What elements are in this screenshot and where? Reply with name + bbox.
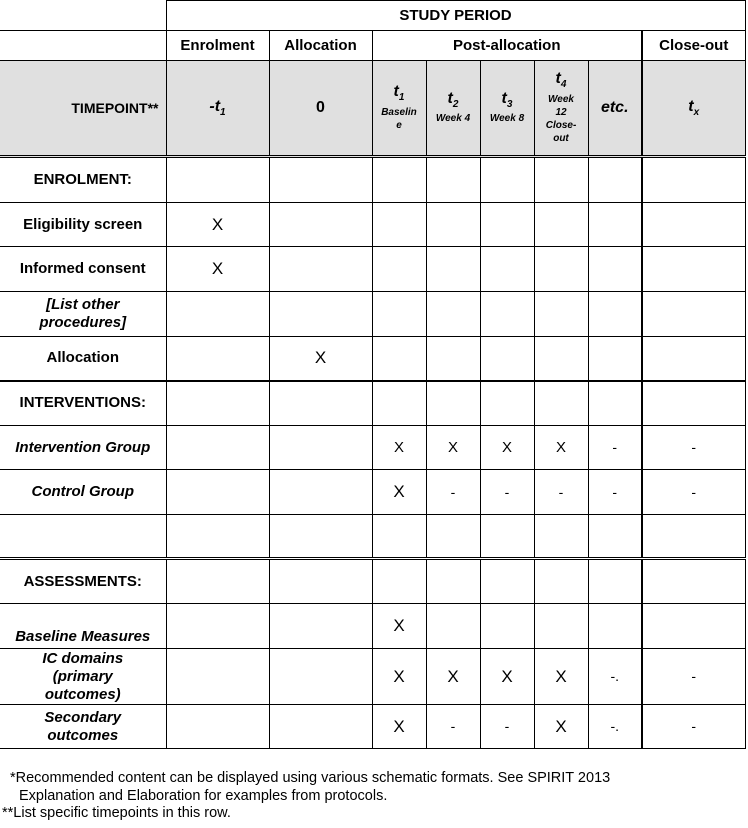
cell <box>372 157 426 203</box>
eligibility-label: Eligibility screen <box>0 203 166 247</box>
interventions-section-label: INTERVENTIONS: <box>0 381 166 426</box>
control-group-label: Control Group <box>0 470 166 515</box>
cell <box>642 604 745 649</box>
cell <box>588 559 642 604</box>
ic-domains-label <box>0 649 166 705</box>
cell <box>642 559 745 604</box>
cell <box>372 292 426 337</box>
mark: - <box>612 483 618 500</box>
cell <box>588 203 642 247</box>
cell <box>372 247 426 292</box>
cell <box>426 604 480 649</box>
cell <box>372 337 426 381</box>
cell <box>480 203 534 247</box>
control-etc-mark <box>588 470 642 515</box>
consent-label: Informed consent <box>0 247 166 292</box>
cell <box>426 515 480 559</box>
other-label-line1: [List other <box>46 296 120 313</box>
cell <box>588 247 642 292</box>
cell <box>480 515 534 559</box>
tp-t4-desc1: Week <box>548 93 574 105</box>
cell <box>534 157 588 203</box>
mark: - <box>450 483 456 500</box>
mark: -. <box>610 668 620 684</box>
secondary-etc-mark <box>588 705 642 749</box>
secondary-t3-mark <box>480 705 534 749</box>
cell <box>588 604 642 649</box>
cell <box>269 247 372 292</box>
cell <box>480 292 534 337</box>
cell <box>166 470 269 515</box>
interventions-section-row <box>0 381 745 426</box>
interventions-blank-row <box>0 515 745 559</box>
ic-t1-mark <box>372 649 426 705</box>
cell <box>166 292 269 337</box>
secondary-tx-mark <box>642 705 745 749</box>
tp-t4-desc3: Close- <box>545 119 577 131</box>
tp-t3 <box>480 61 534 157</box>
mark: X <box>211 214 224 234</box>
control-t2-mark <box>426 470 480 515</box>
mark: X <box>393 439 404 456</box>
mark: X <box>393 666 405 686</box>
timepoint-row <box>0 61 745 157</box>
cell <box>166 157 269 203</box>
cell <box>588 515 642 559</box>
cell <box>534 292 588 337</box>
cell <box>642 381 745 426</box>
study-period-row <box>0 1 745 31</box>
eligibility-enrol-mark <box>166 203 269 247</box>
cell <box>426 203 480 247</box>
ic-t2-mark <box>426 649 480 705</box>
mark: -. <box>610 718 620 734</box>
baseline-measures-row <box>0 604 745 649</box>
tp-tx <box>642 61 745 157</box>
cell <box>534 247 588 292</box>
cell <box>166 515 269 559</box>
control-t1-mark <box>372 470 426 515</box>
secondary-label-line1: Secondary <box>44 708 122 726</box>
secondary-outcomes-row <box>0 705 745 749</box>
cell <box>426 157 480 203</box>
cell <box>166 705 269 749</box>
consent-row <box>0 247 745 292</box>
footnotes <box>2 770 610 823</box>
cell <box>372 559 426 604</box>
cell <box>588 292 642 337</box>
mark: - <box>558 483 564 500</box>
mark: X <box>447 666 459 686</box>
phase-row <box>0 31 745 61</box>
enrolment-section-label: ENROLMENT: <box>0 157 166 203</box>
intervention-etc-mark <box>588 426 642 470</box>
control-group-row <box>0 470 745 515</box>
cell <box>426 247 480 292</box>
timepoint-label: TIMEPOINT** <box>0 61 166 157</box>
cell <box>269 515 372 559</box>
intervention-t3-mark <box>480 426 534 470</box>
cell <box>166 337 269 381</box>
cell <box>534 559 588 604</box>
secondary-outcomes-label <box>0 705 166 749</box>
cell <box>534 381 588 426</box>
mark: - <box>691 668 697 684</box>
tp-enrolment-sub: 1 <box>220 107 226 119</box>
cell <box>480 157 534 203</box>
baseline-t1-mark <box>372 604 426 649</box>
phase-close-out: Close-out <box>642 31 745 61</box>
consent-enrol-mark <box>166 247 269 292</box>
tp-t1-desc1: Baselin <box>381 106 417 118</box>
ic-t4-mark <box>534 649 588 705</box>
cell <box>269 470 372 515</box>
cell <box>372 515 426 559</box>
mark: X <box>555 666 567 686</box>
tp-enrolment-value: -t <box>209 97 221 115</box>
mark: X <box>501 439 512 456</box>
tp-t3-sub: 3 <box>506 99 513 111</box>
intervention-t4-mark <box>534 426 588 470</box>
control-t3-mark <box>480 470 534 515</box>
cell <box>426 337 480 381</box>
enrolment-section-row <box>0 157 745 203</box>
intervention-t1-mark <box>372 426 426 470</box>
mark: - <box>691 439 697 455</box>
tp-t4-value: t <box>555 70 561 88</box>
cell <box>642 292 745 337</box>
cell <box>269 381 372 426</box>
cell <box>588 157 642 203</box>
control-t4-mark <box>534 470 588 515</box>
tp-t4-desc2: 12 <box>555 106 567 118</box>
cell <box>426 559 480 604</box>
cell <box>534 515 588 559</box>
cell <box>269 649 372 705</box>
phase-blank-cell <box>0 31 166 61</box>
intervention-t2-mark <box>426 426 480 470</box>
cell <box>480 337 534 381</box>
ic-label-line1: IC domains <box>42 649 124 667</box>
mark: - <box>691 483 697 500</box>
tp-etc-value: etc. <box>600 99 629 116</box>
tp-t2 <box>426 61 480 157</box>
intervention-group-row <box>0 426 745 470</box>
cell <box>166 559 269 604</box>
cell <box>480 559 534 604</box>
cell <box>480 247 534 292</box>
mark: X <box>211 259 224 278</box>
secondary-t2-mark <box>426 705 480 749</box>
ic-etc-mark <box>588 649 642 705</box>
tp-enrolment <box>166 61 269 157</box>
cell <box>269 426 372 470</box>
tp-t4-sub: 4 <box>560 79 567 91</box>
cell <box>642 203 745 247</box>
cell <box>166 426 269 470</box>
cell <box>480 604 534 649</box>
tp-t3-desc: Week 8 <box>489 113 525 125</box>
mark: X <box>555 716 567 736</box>
allocation-alloc-mark <box>269 337 372 381</box>
cell <box>372 381 426 426</box>
study-period-header: STUDY PERIOD <box>166 1 745 31</box>
tp-t1-value: t <box>393 83 399 101</box>
cell <box>588 381 642 426</box>
cell <box>642 515 745 559</box>
footnote-2: **List specific timepoints in this row. <box>2 805 231 821</box>
intervention-group-label: Intervention Group <box>0 426 166 470</box>
tp-t2-desc: Week 4 <box>435 113 471 125</box>
other-label-line2: procedures] <box>39 314 127 331</box>
cell <box>269 604 372 649</box>
cell <box>166 604 269 649</box>
tp-t1 <box>372 61 426 157</box>
mark: X <box>501 666 513 686</box>
mark: - <box>691 718 697 734</box>
cell <box>588 337 642 381</box>
cell <box>269 292 372 337</box>
ic-label-line3: outcomes) <box>44 685 121 703</box>
tp-tx-sub: x <box>693 107 700 119</box>
tp-tx-value: t <box>688 97 694 115</box>
tp-etc <box>588 61 642 157</box>
baseline-measures-label: Baseline Measures <box>0 604 166 649</box>
mark: X <box>393 716 405 736</box>
ic-tx-mark <box>642 649 745 705</box>
tp-t2-sub: 2 <box>452 99 459 111</box>
cell <box>534 203 588 247</box>
ic-label-line2: (primary <box>52 667 113 685</box>
corner-cell <box>0 1 166 31</box>
cell <box>642 247 745 292</box>
cell <box>426 292 480 337</box>
cell <box>166 649 269 705</box>
mark: X <box>393 616 405 635</box>
phase-allocation: Allocation <box>269 31 372 61</box>
tp-allocation-value: 0 <box>316 99 325 116</box>
assessments-section-label: ASSESSMENTS: <box>0 559 166 604</box>
mark: X <box>314 348 327 368</box>
cell <box>269 705 372 749</box>
ic-domains-row <box>0 649 745 705</box>
assessments-section-row <box>0 559 745 604</box>
tp-allocation <box>269 61 372 157</box>
cell <box>269 559 372 604</box>
cell <box>0 515 166 559</box>
intervention-tx-mark <box>642 426 745 470</box>
cell <box>426 381 480 426</box>
cell <box>642 337 745 381</box>
tp-t1-desc2: e <box>396 119 402 131</box>
footnote-1-cont: Explanation and Elaboration for examples from protocols. <box>19 787 388 804</box>
other-procedures-label <box>0 292 166 337</box>
cell <box>480 381 534 426</box>
secondary-t4-mark <box>534 705 588 749</box>
mark: - <box>504 718 510 734</box>
cell <box>372 203 426 247</box>
cell <box>534 604 588 649</box>
tp-t4-desc4: out <box>553 132 569 144</box>
other-procedures-row <box>0 292 745 337</box>
eligibility-row <box>0 203 745 247</box>
cell <box>166 381 269 426</box>
allocation-row <box>0 337 745 381</box>
mark: X <box>447 439 458 456</box>
mark: - <box>612 439 618 455</box>
tp-t1-sub: 1 <box>398 92 405 104</box>
secondary-t1-mark <box>372 705 426 749</box>
cell <box>534 337 588 381</box>
allocation-label: Allocation <box>0 337 166 381</box>
phase-enrolment: Enrolment <box>166 31 269 61</box>
ic-t3-mark <box>480 649 534 705</box>
secondary-label-line2: outcomes <box>47 726 119 744</box>
mark: X <box>393 482 405 501</box>
tp-t3-value: t <box>501 89 507 107</box>
mark: X <box>555 439 566 456</box>
tp-t2-value: t <box>447 89 453 107</box>
tp-t4 <box>534 61 588 157</box>
footnote-1: *Recommended content can be displayed using various schematic formats. See SPIRIT 2013 <box>10 770 611 786</box>
cell <box>269 157 372 203</box>
mark: - <box>450 718 456 734</box>
cell <box>269 203 372 247</box>
control-tx-mark <box>642 470 745 515</box>
cell <box>642 157 745 203</box>
mark: - <box>504 483 510 500</box>
phase-post-allocation: Post-allocation <box>372 31 642 61</box>
